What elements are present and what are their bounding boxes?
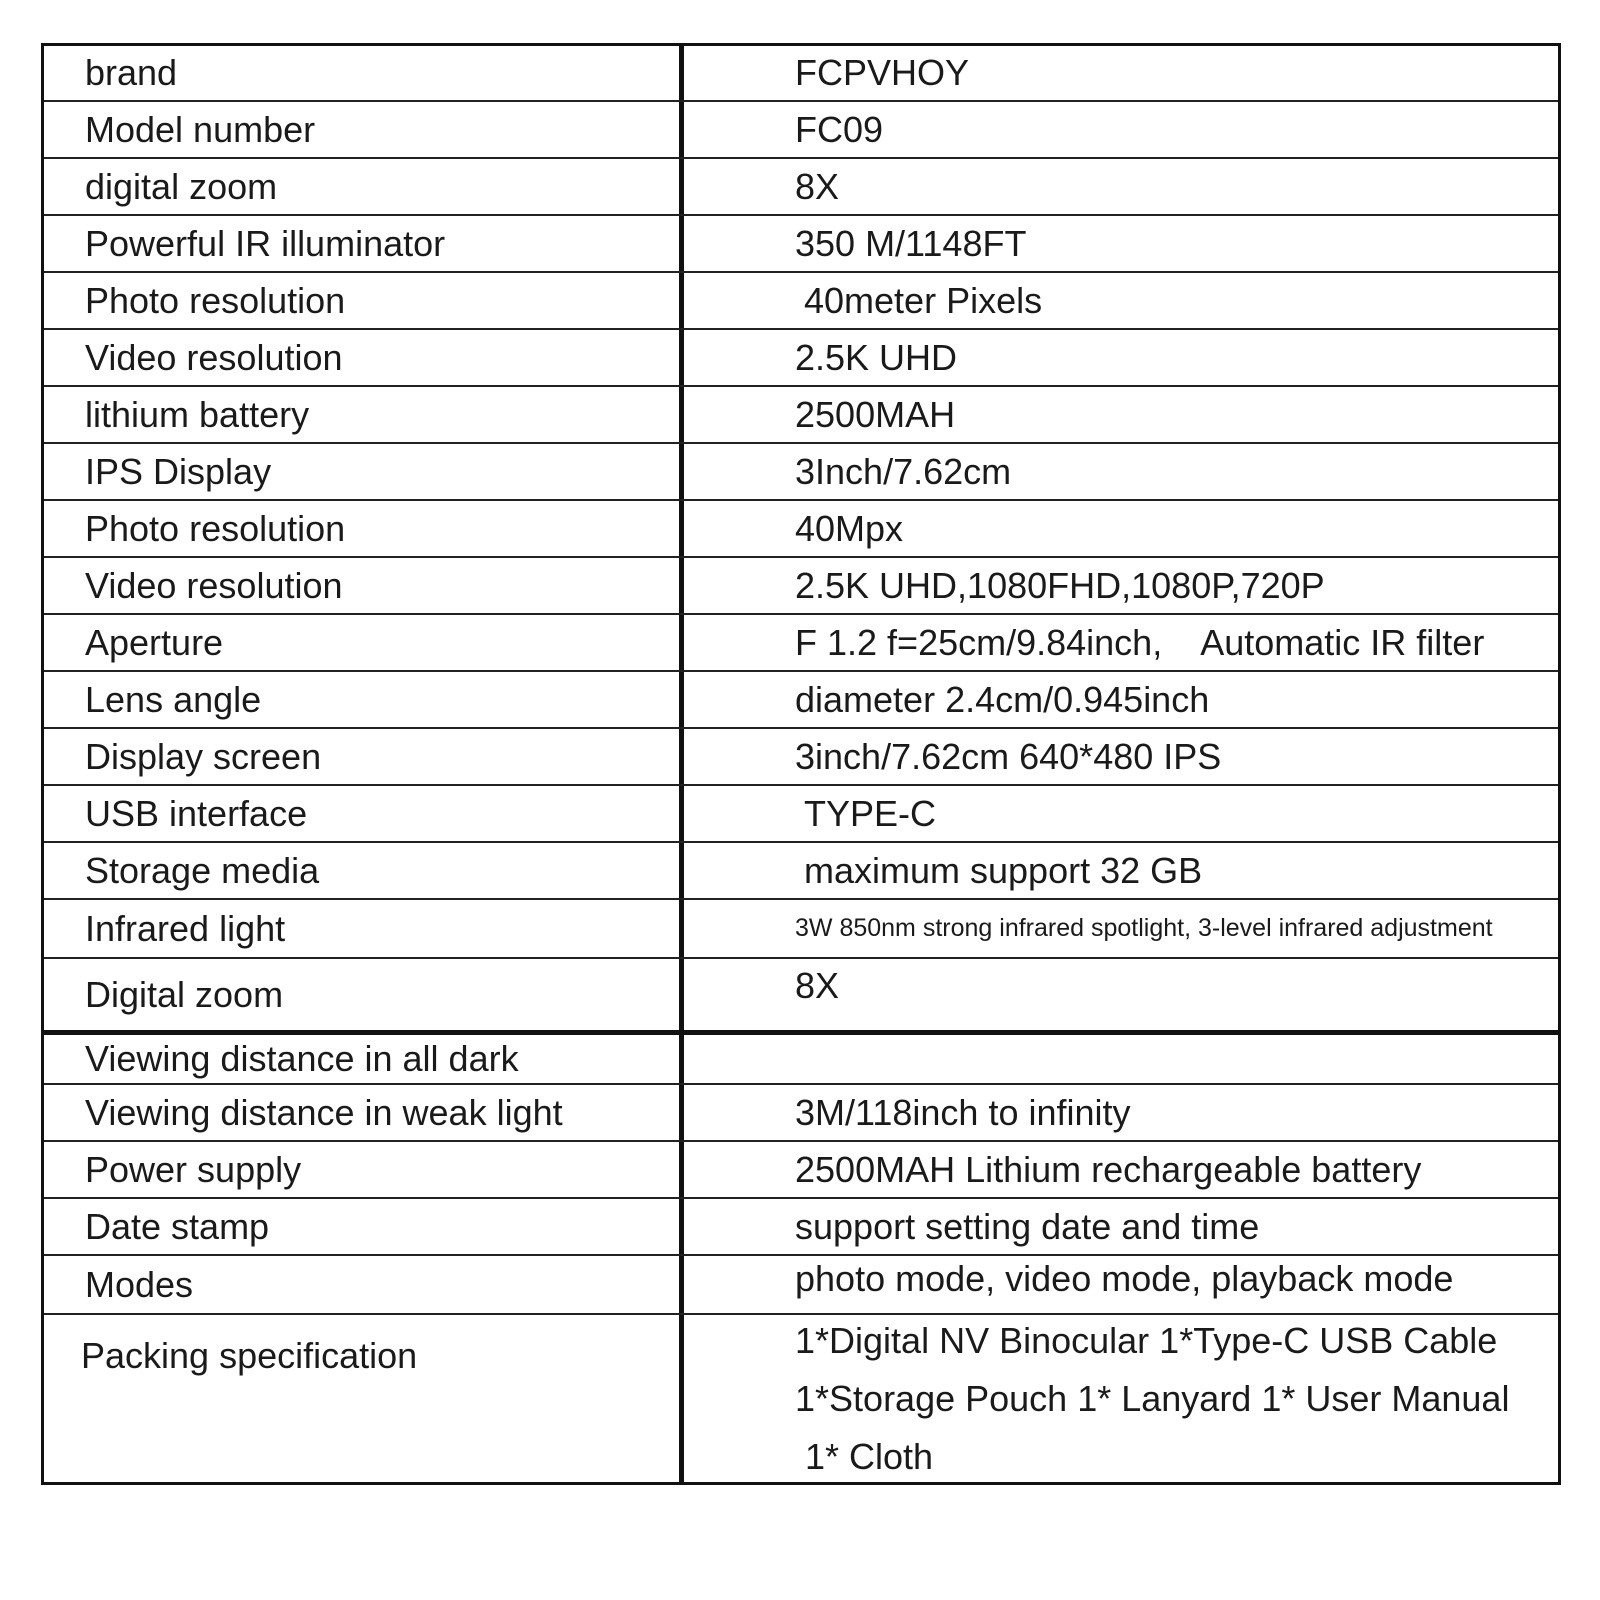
spec-label: Packing specification xyxy=(44,1315,684,1482)
packing-line: 1*Storage Pouch 1* Lanyard 1* User Manual xyxy=(795,1377,1510,1419)
spec-row-power-supply xyxy=(44,1142,1558,1199)
spec-label: Photo resolution xyxy=(44,273,684,328)
spec-row-brand xyxy=(44,46,1558,102)
spec-label: Display screen xyxy=(44,729,684,784)
spec-value: maximum support 32 GB xyxy=(804,849,1203,891)
spec-row-ips-display xyxy=(44,444,1558,501)
spec-value: 8X xyxy=(795,165,840,207)
spec-row-viewing-all-dark xyxy=(44,1035,1558,1085)
spec-label: IPS Display xyxy=(44,444,684,499)
spec-label: Power supply xyxy=(44,1142,684,1197)
spec-label: Video resolution xyxy=(44,330,684,385)
spec-label: Digital zoom xyxy=(44,959,684,1030)
spec-value: 350 M/1148FT xyxy=(795,222,1027,264)
spec-row-ir-illuminator xyxy=(44,216,1558,273)
spec-row-video-resolution-2 xyxy=(44,558,1558,615)
spec-value: support setting date and time xyxy=(795,1205,1260,1247)
spec-value: 3Inch/7.62cm xyxy=(795,450,1012,492)
spec-value: 2.5K UHD xyxy=(795,336,958,378)
spec-value xyxy=(684,1035,1558,1083)
spec-value: 3M/118inch to infinity xyxy=(795,1091,1131,1133)
spec-label: digital zoom xyxy=(44,159,684,214)
spec-value: photo mode, video mode, playback mode xyxy=(795,1258,1454,1299)
spec-row-infrared-light xyxy=(44,900,1558,959)
packing-list xyxy=(684,1315,1558,1482)
spec-value: 3inch/7.62cm 640*480 IPS xyxy=(795,735,1222,777)
spec-label: Aperture xyxy=(44,615,684,670)
packing-line: 1*Digital NV Binocular 1*Type-C USB Cable xyxy=(795,1319,1498,1361)
spec-row-display-screen xyxy=(44,729,1558,786)
spec-label: Viewing distance in weak light xyxy=(44,1085,684,1140)
spec-value: 40Mpx xyxy=(795,507,904,549)
spec-label: brand xyxy=(44,46,684,100)
spec-row-packing xyxy=(44,1315,1558,1482)
spec-row-digital-zoom-2 xyxy=(44,959,1558,1035)
spec-row-photo-resolution-2 xyxy=(44,501,1558,558)
spec-value: 2.5K UHD,1080FHD,1080P,720P xyxy=(795,564,1325,606)
spec-row-aperture xyxy=(44,615,1558,672)
spec-row-photo-resolution xyxy=(44,273,1558,330)
packing-line: 1* Cloth xyxy=(795,1435,934,1477)
spec-label: lithium battery xyxy=(44,387,684,442)
spec-label: Storage media xyxy=(44,843,684,898)
spec-value: FC09 xyxy=(795,108,884,150)
spec-row-model-number xyxy=(44,102,1558,159)
spec-row-lithium-battery xyxy=(44,387,1558,444)
spec-label: Photo resolution xyxy=(44,501,684,556)
spec-row-lens-angle xyxy=(44,672,1558,729)
spec-label: Viewing distance in all dark xyxy=(44,1035,684,1083)
spec-value: 3W 850nm strong infrared spotlight, 3-level infrared adjustment xyxy=(795,914,1493,942)
spec-value: 8X xyxy=(795,965,840,1006)
spec-row-viewing-weak-light xyxy=(44,1085,1558,1142)
spec-value: 2500MAH Lithium rechargeable battery xyxy=(795,1148,1422,1190)
spec-row-usb-interface xyxy=(44,786,1558,843)
spec-label: Lens angle xyxy=(44,672,684,727)
spec-row-storage-media xyxy=(44,843,1558,900)
spec-label: Modes xyxy=(44,1256,684,1313)
spec-row-video-resolution xyxy=(44,330,1558,387)
spec-label: Powerful IR illuminator xyxy=(44,216,684,271)
spec-row-digital-zoom xyxy=(44,159,1558,216)
spec-value: diameter 2.4cm/0.945inch xyxy=(795,678,1210,720)
spec-table xyxy=(41,43,1561,1485)
spec-label: USB interface xyxy=(44,786,684,841)
spec-value: FCPVHOY xyxy=(795,52,970,93)
spec-value: 40meter Pixels xyxy=(804,279,1043,321)
spec-value: F 1.2 f=25cm/9.84inch, Automatic IR filter xyxy=(795,621,1485,663)
spec-row-date-stamp xyxy=(44,1199,1558,1256)
spec-label: Date stamp xyxy=(44,1199,684,1254)
spec-label: Video resolution xyxy=(44,558,684,613)
spec-label: Model number xyxy=(44,102,684,157)
spec-label: Infrared light xyxy=(44,900,684,957)
spec-value: 2500MAH xyxy=(795,393,956,435)
spec-value: TYPE-C xyxy=(804,792,937,834)
spec-row-modes xyxy=(44,1256,1558,1315)
